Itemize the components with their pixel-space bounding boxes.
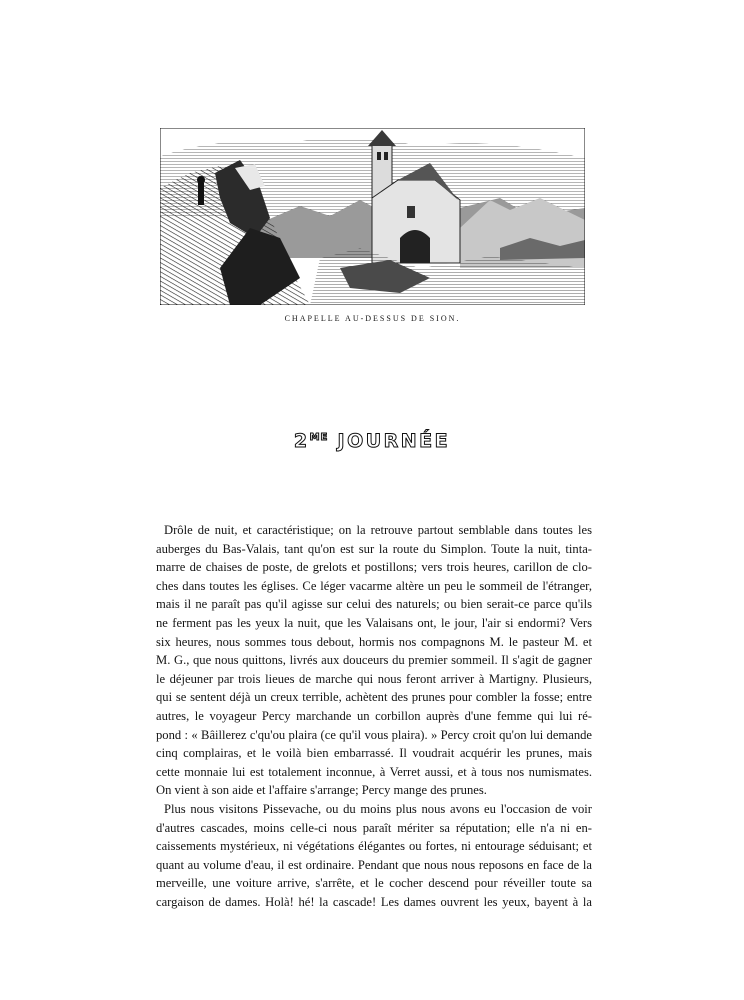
text-line: quant au volume d'eau, il est ordinaire. Pendant que nous nous reposons en face de la (156, 857, 592, 872)
text-line: d'autres cascades, moins celle-ci nous paraît mériter sa réputation; elle n'a ni en- (156, 820, 592, 835)
chapter-number: 2 (293, 430, 310, 452)
text-line: M. G., que nous quittons, livrés aux douceurs du premier sommeil. Il s'agit de gagner (156, 653, 592, 668)
text-line: marre de chaises de poste, de grelots et postillons; vers trois heures, carillon de clo- (156, 560, 592, 575)
text-line: caissements mystérieux, ni végétations élégantes ou fortes, ni entourage séduisant; et (156, 839, 592, 854)
text-line: auberges du Bas-Valais, tant qu'on est sur la route du Simplon. Toute la nuit, tinta- (156, 541, 592, 556)
text-line: six heures, nous sommes tous debout, hormis nos compagnons M. le pasteur M. et (156, 634, 592, 649)
text-line: cinq complairas, et le voilà bien embarrassé. Il voudrait acquérir les prunes, mais (156, 746, 592, 761)
engraving-illustration (160, 128, 585, 305)
text-line: cette monnaie lui est totalement inconnue, à Verret aussi, et à tous nos numismates. (156, 764, 592, 779)
chapter-heading (0, 430, 744, 452)
illustration-caption: CHAPELLE AU-DESSUS DE SION. (284, 314, 461, 323)
chapter-ordinal-suffix: ME (309, 432, 329, 443)
text-line: Drôle de nuit, et caractéristique; on la retrouve partout semblable dans toutes les (164, 523, 592, 537)
text-line: merveille, une voiture arrive, s'arrête, et le cocher descend pour réveiller toute sa (156, 876, 592, 891)
text-line: pond : « Bâillerez c'qu'ou plaira (ce qu'il vous plaira). » Percy croit qu'on lui demande (156, 727, 592, 742)
body-text (156, 521, 592, 911)
text-line: ches dans toutes les églises. Ce léger vacarme altère un peu le sommeil de l'étranger, (156, 578, 592, 593)
text-line: mais il ne paraît pas qu'il agisse sur celui des naturels; ou bien serait-ce parce qu'ils (156, 597, 592, 612)
text-line: autres, le voyageur Percy marchande un corbillon auprès d'une femme qui lui ré- (156, 708, 592, 723)
text-line: le déjeuner par trois lieues de marche qui nous feront arriver à Martigny. Plusieurs, (156, 671, 592, 686)
text-line: qui se sentent déjà un creux terrible, achètent des prunes pour combler la fosse; entre (156, 690, 592, 705)
paragraph (156, 521, 592, 800)
text-line: ne ferment pas les yeux la nuit, que les Valaisans ont, le jour, l'air si endormi? Vers (156, 615, 592, 630)
text-line: cargaison de dames. Holà! hé! la cascade! Les dames ouvrent les yeux, bayent à la (156, 894, 592, 909)
text-line: On vient à son aide et l'affaire s'arrange; Percy mange des prunes. (156, 783, 487, 798)
chapter-title: JOURNÉE (337, 430, 451, 452)
paragraph (156, 800, 592, 912)
text-line: Plus nous visitons Pissevache, ou du moins plus nous avons eu l'occasion de voir (164, 801, 592, 816)
